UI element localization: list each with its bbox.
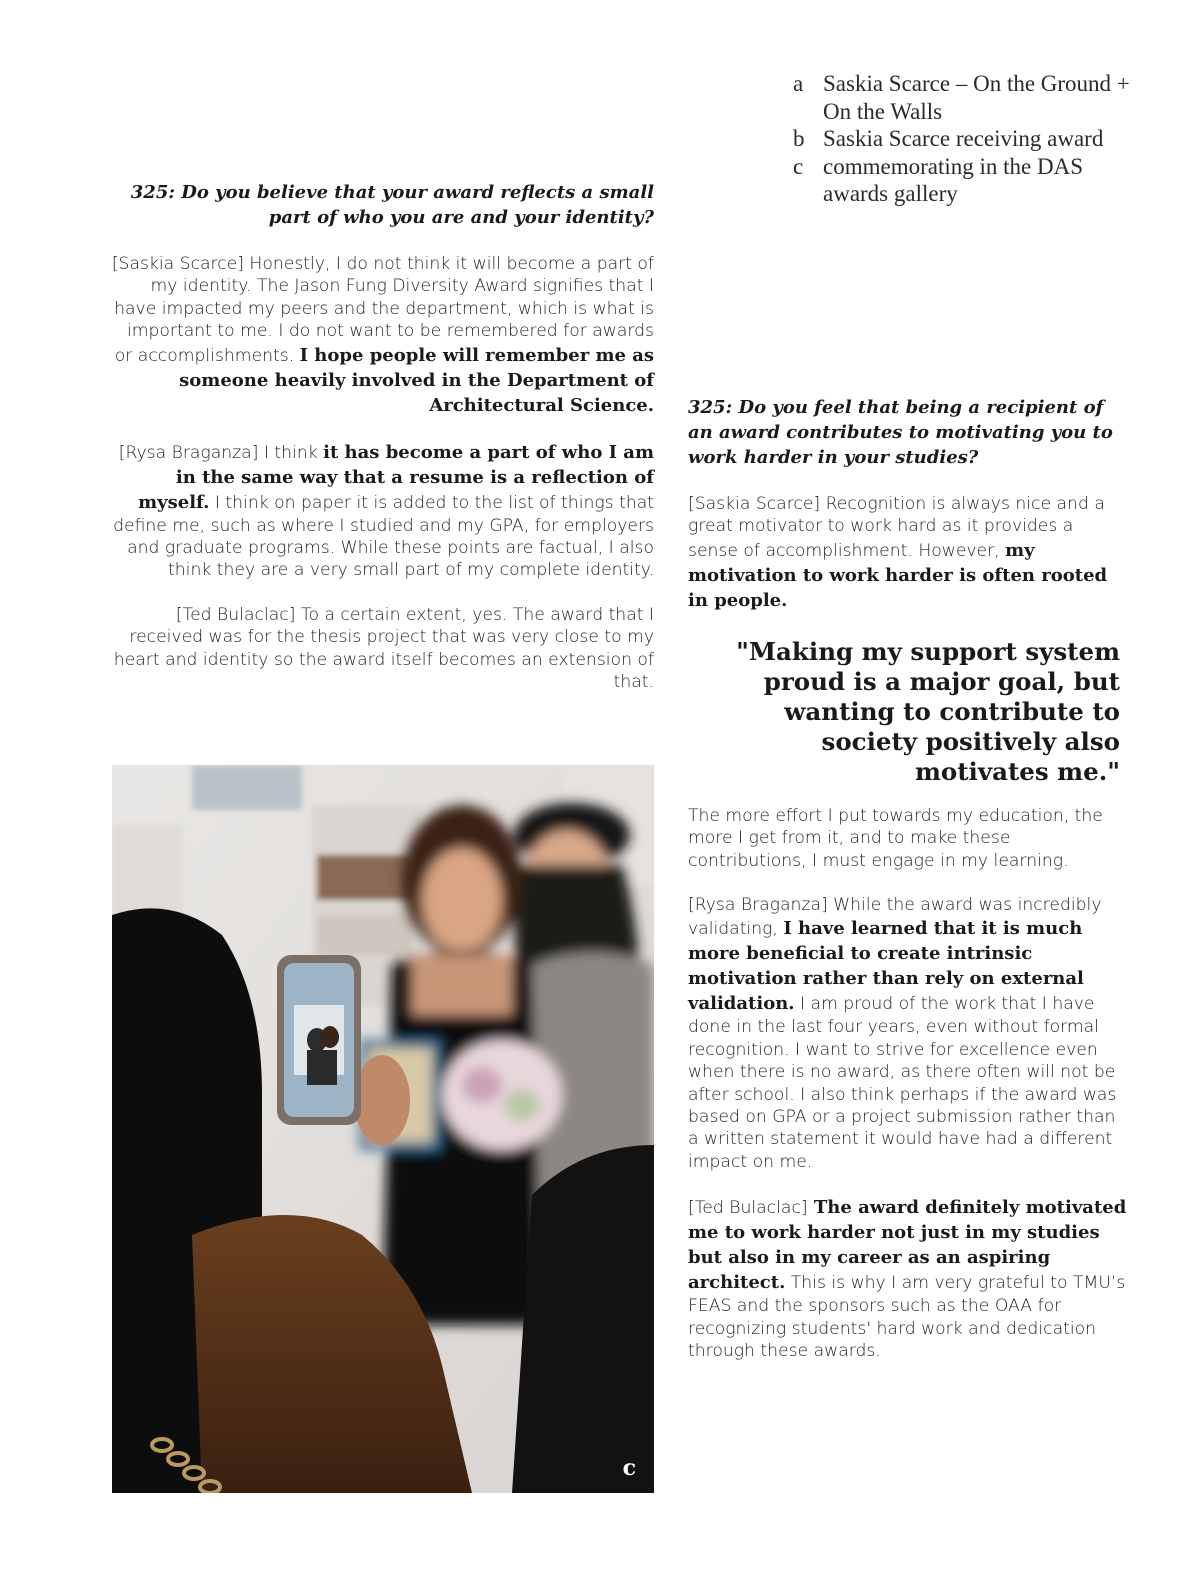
answer-text: I think <box>258 442 324 463</box>
caption-a <box>788 70 1133 125</box>
right-answer-rysa <box>688 894 1128 1173</box>
right-answer-ted <box>688 1195 1128 1362</box>
speaker-label: [Saskia Scarce] <box>111 254 244 274</box>
answer-emphasis: I hope people will remember me as someone heavily involved in the Department of Architectural Science. <box>179 344 654 416</box>
answer-emphasis: my motivation to work harder is often rooted in people. <box>688 539 1108 611</box>
caption-b <box>788 125 1133 153</box>
left-answer-rysa <box>108 440 654 582</box>
caption-letter: c <box>793 153 804 179</box>
event-photo <box>112 765 654 1493</box>
left-question: 325: Do you believe that your award reflects a small part of who you are and your identity? <box>130 182 654 228</box>
caption-text: Saskia Scarce receiving award <box>823 126 1104 151</box>
answer-text: This is why I am very grateful to TMU’s FEAS and the sponsors such as the OAA for recognizing students' hard work and dedication through these awards. <box>688 1273 1126 1362</box>
answer-text: Recognition is always nice and a great motivator to work hard as it provides a sense of accomplishment. However, <box>688 494 1105 561</box>
pull-quote: "Making my support system proud is a major goal, but wanting to contribute to society positively also motivates me." <box>736 636 1120 786</box>
answer-text: I am proud of the work that I have done in the last four years, even without formal recognition. I want to strive for excellence even when there is no award, as there often will not be after school. I also think perhaps if the award was based on GPA or a project submission rather than a written statement it would have had a different impact on me. <box>688 994 1117 1172</box>
answer-emphasis: it has become a part of who I am in the same way that a resume is a reflection of myself. <box>138 441 654 513</box>
left-answer-ted <box>108 604 654 694</box>
photo-captions <box>788 70 1133 208</box>
answer-text: Honestly, I do not think it will become a part of my identity. The Jason Fung Diversity Award signifies that I have impacted my peers and the department, which is what is important to me. I do not want to be remembered for awards or accomplishments. <box>114 254 654 366</box>
right-question: 325: Do you feel that being a recipient of an award contributes to motivating you to work harder in your studies? <box>688 397 1113 468</box>
answer-emphasis: I have learned that it is much more beneficial to create intrinsic motivation rather than rely on external validation. <box>688 918 1084 1015</box>
caption-c <box>788 153 1133 208</box>
speaker-label: [Rysa Braganza] <box>118 442 259 463</box>
speaker-label: [Ted Bulaclac] <box>688 1198 808 1219</box>
photo-label: c <box>622 1455 636 1481</box>
left-answer-saskia <box>108 253 654 418</box>
caption-text: commemorating in the DAS awards gallery <box>823 153 1083 206</box>
caption-text: Saskia Scarce – On the Ground + On the Walls <box>823 71 1130 124</box>
right-column <box>688 395 1128 1363</box>
right-answer-saskia-cont: The more effort I put towards my education, the more I get from it, and to make these contributions, I must engage in my learning. <box>688 805 1103 871</box>
speaker-label: [Rysa Braganza] <box>688 895 828 916</box>
speaker-label: [Saskia Scarce] <box>688 494 821 514</box>
caption-letter: b <box>793 126 805 151</box>
speaker-label: [Ted Bulaclac] <box>175 604 296 625</box>
answer-text: To a certain extent, yes. The award that I received was for the thesis project that was very close to my heart and identity so the award itself becomes an extension of that. <box>113 604 654 693</box>
photo-illustration <box>112 765 654 1493</box>
answer-emphasis: The award definitely motivated me to work harder not just in my studies but also in my career as an aspiring architect. <box>688 1197 1127 1294</box>
caption-letter: a <box>793 71 804 96</box>
answer-text: While the award was incredibly validating, <box>688 895 1102 940</box>
answer-text: I think on paper it is added to the list of things that define me, such as where I studied and my GPA, for employers and graduate programs. While these points are factual, I also think they are a very small part of my complete identity. <box>113 492 654 581</box>
right-answer-saskia <box>688 493 1128 613</box>
left-column <box>108 180 654 693</box>
